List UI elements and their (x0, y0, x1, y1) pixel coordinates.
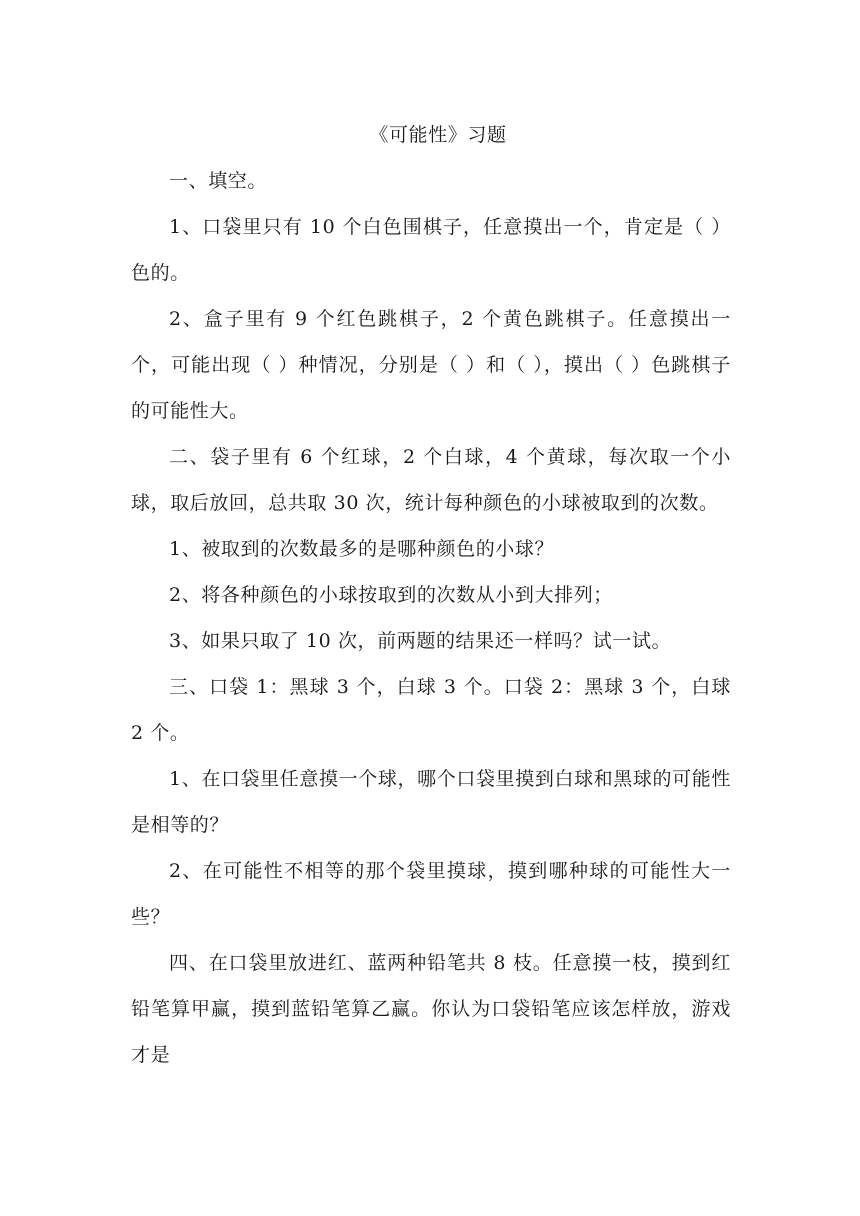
document-body (131, 112, 731, 1078)
question-1-1: 1、口袋里只有 10 个白色围棋子，任意摸出一个，肯定是（ ）色的。 (131, 216, 731, 284)
document-title: 《可能性》习题 (369, 124, 507, 146)
section-three-heading: 三、口袋 1：黑球 3 个，白球 3 个。口袋 2：黑球 3 个，白球 2 个。 (131, 676, 731, 744)
section-two-heading: 二、袋子里有 6 个红球，2 个白球，4 个黄球，每次取一个小球，取后放回，总共取 30 次，统计每种颜色的小球被取到的次数。 (131, 446, 731, 514)
question-2-1: 1、被取到的次数最多的是哪种颜色的小球？ (169, 538, 555, 560)
question-1-2: 2、盒子里有 9 个红色跳棋子，2 个黄色跳棋子。任意摸出一个，可能出现（ ）种情况，分别是（ ）和（ ），摸出（ ）色跳棋子的可能性大。 (131, 308, 731, 422)
section-one-heading: 一、填空。 (169, 170, 268, 192)
question-2-2: 2、将各种颜色的小球按取到的次数从小到大排列； (169, 584, 613, 606)
section-four-heading: 四、在口袋里放进红、蓝两种铅笔共 8 枝。任意摸一枝，摸到红铅笔算甲赢，摸到蓝铅笔算乙赢。你认为口袋铅笔应该怎样放，游戏才是 (131, 952, 731, 1066)
question-2-3: 3、如果只取了 10 次，前两题的结果还一样吗？试一试。 (169, 630, 672, 652)
question-3-1: 1、在口袋里任意摸一个球，哪个口袋里摸到白球和黑球的可能性是相等的？ (131, 768, 731, 836)
question-3-2: 2、在可能性不相等的那个袋里摸球，摸到哪种球的可能性大一些？ (131, 860, 731, 928)
